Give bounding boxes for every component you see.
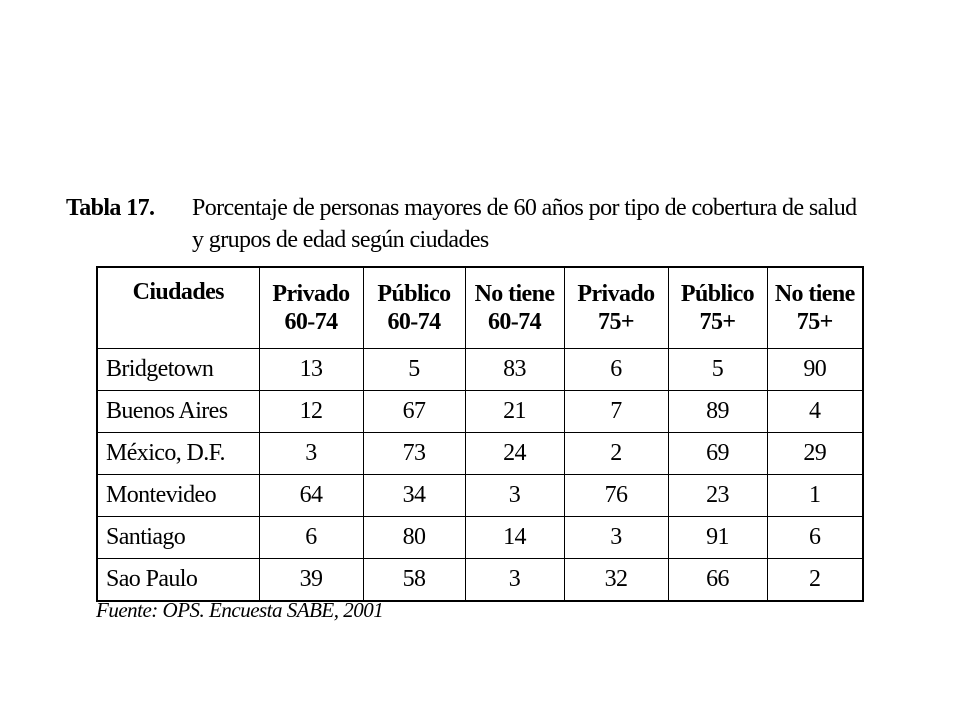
table-cell: 89 [668, 391, 767, 433]
table-cell: 90 [767, 349, 863, 391]
table-cell: 3 [259, 433, 363, 475]
table-cell: 2 [564, 433, 668, 475]
table-cell: 66 [668, 559, 767, 602]
table-cell: 24 [465, 433, 564, 475]
table-cell: 64 [259, 475, 363, 517]
header-no-tiene-75: No tiene 75+ [767, 267, 863, 349]
table-row [97, 433, 863, 475]
table-row [97, 391, 863, 433]
table-row [97, 349, 863, 391]
table-number: Tabla 17. [66, 195, 155, 221]
row-city: Montevideo [97, 475, 259, 517]
table-cell: 6 [564, 349, 668, 391]
header-privado-75: Privado 75+ [564, 267, 668, 349]
table-cell: 12 [259, 391, 363, 433]
table-cell: 32 [564, 559, 668, 602]
table-cell: 73 [363, 433, 465, 475]
header-row [97, 267, 863, 349]
row-city: México, D.F. [97, 433, 259, 475]
table-cell: 5 [363, 349, 465, 391]
table-cell: 13 [259, 349, 363, 391]
table-cell: 58 [363, 559, 465, 602]
table-row [97, 475, 863, 517]
table-title: Porcentaje de personas mayores de 60 años por tipo de cobertura de salud y grupos de edad según ciudades [192, 195, 857, 253]
table-cell: 29 [767, 433, 863, 475]
table-cell: 1 [767, 475, 863, 517]
table-cell: 2 [767, 559, 863, 602]
coverage-table [96, 266, 864, 602]
header-privado-60-74: Privado 60-74 [259, 267, 363, 349]
table-cell: 39 [259, 559, 363, 602]
table-cell: 5 [668, 349, 767, 391]
source-note: Fuente: OPS. Encuesta SABE, 2001 [96, 598, 384, 622]
table-cell: 6 [259, 517, 363, 559]
table-cell: 83 [465, 349, 564, 391]
header-publico-60-74: Público 60-74 [363, 267, 465, 349]
table-cell: 4 [767, 391, 863, 433]
header-ciudades: Ciudades [97, 267, 259, 349]
table-cell: 6 [767, 517, 863, 559]
table-cell: 14 [465, 517, 564, 559]
table-cell: 21 [465, 391, 564, 433]
table-cell: 3 [465, 475, 564, 517]
table-cell: 91 [668, 517, 767, 559]
table-cell: 67 [363, 391, 465, 433]
row-city: Santiago [97, 517, 259, 559]
table-cell: 69 [668, 433, 767, 475]
table-cell: 34 [363, 475, 465, 517]
row-city: Buenos Aires [97, 391, 259, 433]
header-no-tiene-60-74: No tiene 60-74 [465, 267, 564, 349]
table-cell: 3 [564, 517, 668, 559]
table-cell: 80 [363, 517, 465, 559]
row-city: Bridgetown [97, 349, 259, 391]
table-cell: 3 [465, 559, 564, 602]
table-cell: 23 [668, 475, 767, 517]
header-publico-75: Público 75+ [668, 267, 767, 349]
row-city: Sao Paulo [97, 559, 259, 602]
table-row [97, 517, 863, 559]
table-cell: 76 [564, 475, 668, 517]
table-cell: 7 [564, 391, 668, 433]
table-row [97, 559, 863, 602]
